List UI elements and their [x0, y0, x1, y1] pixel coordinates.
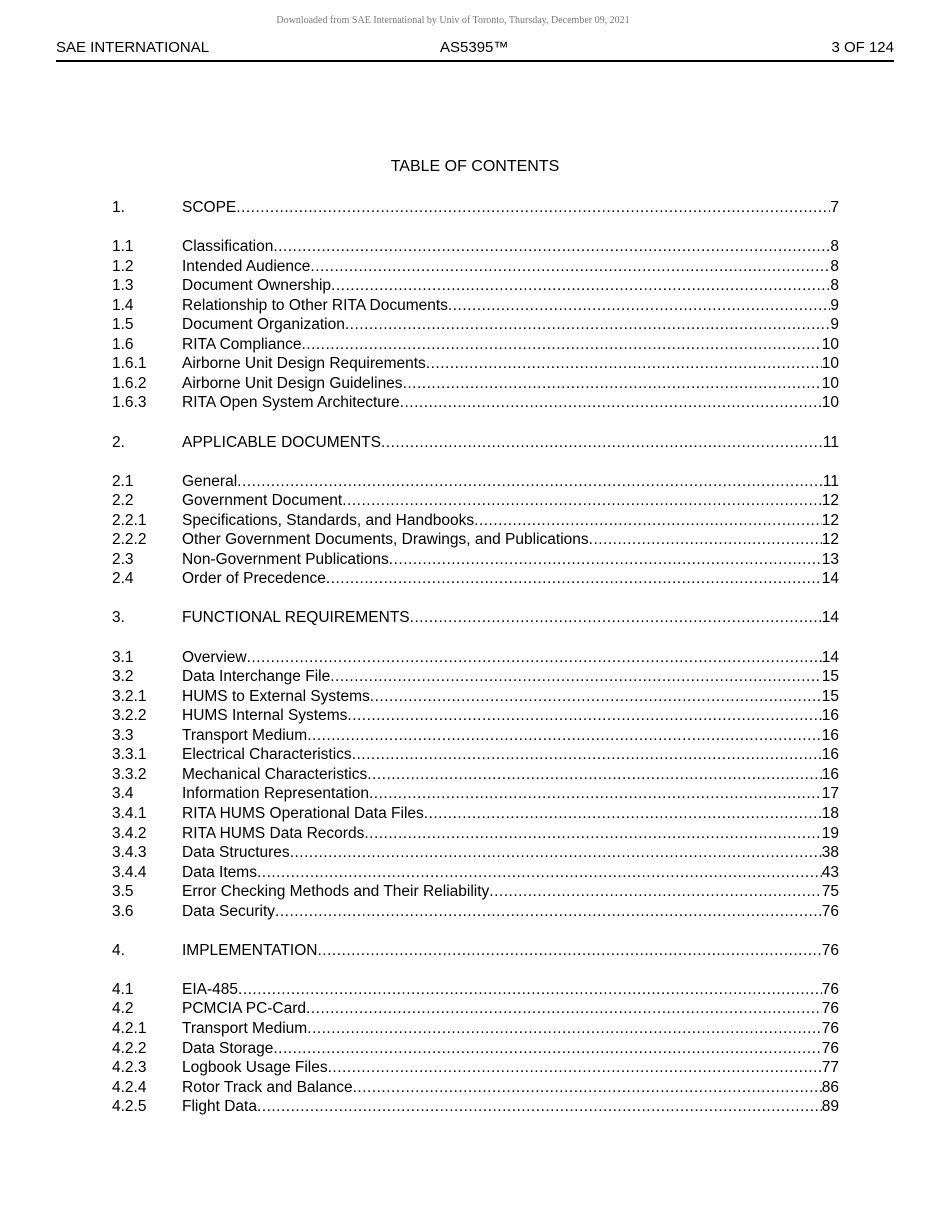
toc-entry-number: 1.1 [112, 238, 134, 256]
toc-entry[interactable] [112, 726, 839, 746]
toc-entry-title: Overview [182, 648, 247, 666]
toc-entry-line [182, 941, 839, 961]
toc-entry-line [182, 511, 839, 531]
toc-entry[interactable] [112, 687, 839, 707]
toc-entry-line [182, 472, 839, 492]
toc-entry-title: EIA-485 [182, 980, 239, 998]
toc-entry-page: 76 [821, 941, 839, 959]
toc-entry-number: 1.2 [112, 257, 134, 275]
toc-entry-number: 3. [112, 609, 125, 627]
toc-entry[interactable] [112, 824, 839, 844]
toc-entry-line [182, 824, 839, 844]
toc-entry-number: 4.2.1 [112, 1019, 147, 1037]
toc-entry-title: Data Structures [182, 844, 290, 862]
toc-leader-dots [257, 863, 822, 883]
toc-leader-dots [342, 491, 822, 511]
toc-entry-page: 13 [821, 550, 839, 568]
toc-leader-dots [307, 1019, 822, 1039]
toc-entry-line [182, 863, 839, 883]
toc-entry-title: Electrical Characteristics [182, 746, 352, 764]
toc-entry-title: Information Representation [182, 785, 369, 803]
toc-entry-title: Rotor Track and Balance [182, 1078, 353, 1096]
toc-entry-page: 7 [830, 199, 839, 216]
toc-entry-title: Flight Data [182, 1098, 257, 1116]
toc-entry-title: Other Government Documents, Drawings, and Publications [182, 531, 589, 549]
toc-entry-number: 1.4 [112, 296, 134, 314]
toc-entry-page: 16 [821, 707, 839, 725]
toc-entry[interactable] [112, 648, 839, 668]
toc-entry-page: 89 [821, 1098, 839, 1116]
toc-entry-page: 15 [821, 668, 839, 686]
toc-entry[interactable] [112, 354, 839, 374]
toc-leader-dots [474, 511, 822, 531]
toc-leader-dots [310, 257, 830, 277]
toc-entry-line [182, 296, 839, 316]
toc-entry-page: 38 [821, 844, 839, 862]
toc-entry-line [182, 530, 839, 550]
toc-entry-number: 1.6.2 [112, 374, 147, 392]
toc-entry-page: 8 [830, 257, 839, 275]
toc-entry-number: 3.2.2 [112, 707, 147, 725]
toc-entry-line [182, 687, 839, 707]
toc-leader-dots [367, 765, 822, 785]
toc-leader-dots [307, 726, 822, 746]
toc-entry-line [182, 550, 839, 570]
toc-entry-title: Classification [182, 238, 274, 256]
toc-entry[interactable] [112, 569, 839, 589]
toc-entry-page: 8 [830, 238, 839, 256]
toc-entry-page: 11 [822, 472, 839, 490]
toc-entry-page: 11 [822, 433, 839, 451]
toc-entry-line [182, 198, 839, 218]
toc-section-entry[interactable] [112, 198, 839, 218]
toc-leader-dots [448, 296, 830, 316]
toc-entry-line [182, 667, 839, 687]
toc-entry-title: Data Security [182, 902, 276, 920]
toc-entry-number: 2.3 [112, 550, 134, 568]
toc-entry-page: 16 [821, 746, 839, 764]
toc-entry[interactable] [112, 276, 839, 296]
toc-entry-number: 3.5 [112, 883, 134, 901]
toc-entry-number: 3.4.2 [112, 824, 147, 842]
toc-entry-title: Mechanical Characteristics [182, 765, 368, 783]
toc-entry-line [182, 843, 839, 863]
toc-entry-number: 2.2.1 [112, 511, 147, 529]
toc-leader-dots [290, 843, 822, 863]
toc-entry[interactable] [112, 784, 839, 804]
toc-entry-page: 8 [830, 277, 839, 295]
toc-leader-dots [301, 335, 821, 355]
toc-entry-title: RITA HUMS Operational Data Files [182, 804, 424, 822]
toc-entry-number: 4.2.4 [112, 1078, 147, 1096]
toc-leader-dots [352, 745, 822, 765]
toc-entry-number: 1. [112, 199, 125, 216]
toc-entry[interactable] [112, 491, 839, 511]
toc-entry-title: RITA Open System Architecture [182, 394, 400, 412]
toc-entry-number: 3.6 [112, 902, 134, 920]
toc-entry-line [182, 569, 839, 589]
toc-leader-dots [489, 882, 821, 902]
toc-entry-number: 4.2.2 [112, 1039, 147, 1057]
toc-entry-page: 76 [821, 1019, 839, 1037]
toc-entry-page: 86 [821, 1078, 839, 1096]
toc-entry-number: 4.2.3 [112, 1059, 147, 1077]
toc-leader-dots [424, 804, 822, 824]
toc-entry-number: 2.2 [112, 492, 134, 510]
toc-entry-line [182, 999, 839, 1019]
toc-leader-dots [306, 999, 822, 1019]
toc-entry-number: 3.2 [112, 668, 134, 686]
toc-leader-dots [400, 393, 822, 413]
toc-entry-number: 1.6.3 [112, 394, 147, 412]
toc-section-entry[interactable] [112, 433, 839, 453]
toc-entry-number: 3.3.1 [112, 746, 147, 764]
toc-entry-number: 1.6.1 [112, 355, 147, 373]
toc-entry-title: Document Organization [182, 316, 345, 334]
toc-entry-line [182, 1058, 839, 1078]
toc-entry[interactable] [112, 374, 839, 394]
toc-entry-number: 3.3 [112, 726, 134, 744]
toc-entry-page: 10 [821, 335, 839, 353]
toc-entry-title: Specifications, Standards, and Handbooks [182, 511, 475, 529]
toc-leader-dots [426, 354, 822, 374]
toc-entry-line [182, 980, 839, 1000]
toc-entry-page: 15 [821, 687, 839, 705]
toc-entry-number: 3.4.4 [112, 863, 147, 881]
toc-entry-page: 12 [821, 492, 839, 510]
toc-entry-page: 16 [821, 765, 839, 783]
toc-entry-line [182, 335, 839, 355]
toc-entry[interactable] [112, 765, 839, 785]
page-header [56, 38, 894, 62]
toc-entry-page: 75 [821, 883, 839, 901]
toc-entry-title: Order of Precedence [182, 570, 326, 588]
toc-entry-number: 3.2.1 [112, 687, 147, 705]
header-page-number: 3 OF 124 [831, 39, 894, 56]
toc-leader-dots [326, 569, 822, 589]
toc-entry-number: 4.1 [112, 980, 134, 998]
toc-entry-page: 76 [821, 980, 839, 998]
toc-leader-dots [403, 374, 822, 394]
toc-leader-dots [247, 648, 822, 668]
toc-entry-title: HUMS to External Systems [182, 687, 370, 705]
toc-entry[interactable] [112, 393, 839, 413]
toc-leader-dots [331, 276, 830, 296]
toc-entry-line [182, 784, 839, 804]
toc-entry-number: 3.1 [112, 648, 134, 666]
toc-leader-dots [275, 902, 822, 922]
toc-entry-title: Data Interchange File [182, 668, 331, 686]
toc-entry-title: SCOPE [182, 199, 237, 216]
toc-entry[interactable] [112, 472, 839, 492]
toc-entry-number: 3.4.3 [112, 844, 147, 862]
toc-entry-page: 16 [821, 726, 839, 744]
toc-entry-line [182, 608, 839, 628]
toc-entry-line [182, 1097, 839, 1117]
toc-leader-dots [257, 1097, 822, 1117]
toc-entry-number: 3.3.2 [112, 765, 147, 783]
toc-entry[interactable] [112, 1019, 839, 1039]
toc-entry-title: Error Checking Methods and Their Reliability [182, 883, 490, 901]
toc-entry-line [182, 393, 839, 413]
toc-entry-title: Logbook Usage Files [182, 1059, 328, 1077]
toc-entry-page: 10 [821, 394, 839, 412]
toc-entry-title: Government Document [182, 492, 343, 510]
toc-leader-dots [330, 667, 822, 687]
toc-entry[interactable] [112, 237, 839, 257]
toc-entry[interactable] [112, 1078, 839, 1098]
toc-entry-number: 2.4 [112, 570, 134, 588]
toc-leader-dots [237, 472, 823, 492]
toc-entry-number: 1.6 [112, 335, 134, 353]
toc-entry-title: Airborne Unit Design Guidelines [182, 374, 403, 392]
toc-leader-dots [389, 550, 822, 570]
toc-entry-line [182, 1078, 839, 1098]
toc-entry-line [182, 1019, 839, 1039]
toc-entry-line [182, 374, 839, 394]
toc-title: TABLE OF CONTENTS [390, 158, 560, 175]
toc-entry-line [182, 237, 839, 257]
toc-entry-page: 12 [821, 511, 839, 529]
toc-leader-dots [345, 315, 831, 335]
toc-leader-dots [273, 237, 830, 257]
toc-entry-page: 9 [830, 296, 839, 314]
toc-entry-line [182, 354, 839, 374]
toc-entry-title: Document Ownership [182, 277, 332, 295]
toc-entry-line [182, 1039, 839, 1059]
toc-entry-page: 9 [830, 316, 839, 334]
toc-entry[interactable] [112, 980, 839, 1000]
toc-entry-page: 18 [821, 804, 839, 822]
toc-entry[interactable] [112, 1039, 839, 1059]
toc-leader-dots [347, 706, 821, 726]
toc-entry[interactable] [112, 511, 839, 531]
toc-entry-number: 4.2 [112, 1000, 134, 1018]
toc-entry-page: 10 [821, 355, 839, 373]
header-organization: SAE INTERNATIONAL [56, 39, 210, 56]
toc-entry-title: General [182, 472, 238, 490]
toc-section-entry[interactable] [112, 941, 839, 961]
toc-entry-number: 4. [112, 941, 125, 959]
toc-entry-number: 4.2.5 [112, 1098, 147, 1116]
toc-entry-line [182, 433, 839, 453]
toc-entry[interactable] [112, 335, 839, 355]
toc-leader-dots [328, 1058, 822, 1078]
toc-leader-dots [369, 784, 822, 804]
toc-entry-title: FUNCTIONAL REQUIREMENTS [182, 609, 410, 627]
toc-entry-line [182, 276, 839, 296]
toc-leader-dots [410, 608, 822, 628]
toc-entry-title: Data Items [182, 863, 257, 881]
toc-leader-dots [381, 433, 823, 453]
download-watermark: Downloaded from SAE International by Univ of Toronto, Thursday, December 09, 2021 [276, 15, 630, 26]
toc-entry-title: RITA Compliance [182, 335, 302, 353]
toc-entry[interactable] [112, 745, 839, 765]
toc-entry[interactable] [112, 1058, 839, 1078]
toc-leader-dots [236, 198, 830, 218]
toc-entry-title: Intended Audience [182, 257, 311, 275]
toc-entry-number: 2.2.2 [112, 531, 147, 549]
toc-entry-title: Airborne Unit Design Requirements [182, 355, 426, 373]
toc-entry-title: Non-Government Publications [182, 550, 389, 568]
toc-entry-number: 3.4 [112, 785, 134, 803]
toc-leader-dots [318, 941, 822, 961]
toc-entry-line [182, 902, 839, 922]
toc-entry-title: Relationship to Other RITA Documents [182, 296, 448, 314]
toc-entry-number: 1.5 [112, 316, 134, 334]
toc-entry-title: IMPLEMENTATION [182, 941, 318, 959]
table-of-contents [112, 198, 839, 1117]
toc-entry-title: HUMS Internal Systems [182, 707, 348, 725]
toc-entry-line [182, 745, 839, 765]
toc-entry[interactable] [112, 863, 839, 883]
toc-entry-title: Transport Medium [182, 1019, 308, 1037]
toc-leader-dots [238, 980, 822, 1000]
toc-entry-number: 2. [112, 433, 125, 451]
toc-entry[interactable] [112, 882, 839, 902]
toc-entry-number: 3.4.1 [112, 804, 147, 822]
toc-entry-title: Transport Medium [182, 726, 308, 744]
toc-entry-title: Data Storage [182, 1039, 274, 1057]
toc-entry-page: 77 [821, 1059, 839, 1077]
toc-entry-page: 76 [821, 1000, 839, 1018]
toc-section-entry[interactable] [112, 608, 839, 628]
toc-leader-dots [589, 530, 822, 550]
toc-entry-line [182, 765, 839, 785]
toc-leader-dots [370, 687, 822, 707]
toc-entry-number: 1.3 [112, 277, 134, 295]
toc-entry-page: 14 [821, 648, 839, 666]
header-document-id: AS5395™ [440, 39, 509, 56]
toc-entry-number: 2.1 [112, 472, 134, 490]
toc-leader-dots [353, 1078, 822, 1098]
toc-entry-page: 76 [821, 1039, 839, 1057]
toc-entry-title: APPLICABLE DOCUMENTS [182, 433, 381, 451]
toc-entry-page: 10 [821, 374, 839, 392]
toc-entry-line [182, 882, 839, 902]
toc-entry[interactable] [112, 315, 839, 335]
toc-entry-page: 43 [821, 863, 839, 881]
toc-entry-title: PCMCIA PC-Card [182, 1000, 307, 1018]
toc-entry[interactable] [112, 530, 839, 550]
toc-entry-line [182, 648, 839, 668]
toc-entry[interactable] [112, 843, 839, 863]
toc-entry-line [182, 257, 839, 277]
toc-entry-line [182, 315, 839, 335]
toc-entry[interactable] [112, 667, 839, 687]
toc-entry-page: 14 [821, 570, 839, 588]
toc-leader-dots [273, 1039, 821, 1059]
toc-entry[interactable] [112, 706, 839, 726]
toc-entry[interactable] [112, 550, 839, 570]
toc-entry[interactable] [112, 804, 839, 824]
toc-entry-page: 14 [821, 609, 839, 627]
toc-entry-line [182, 726, 839, 746]
toc-entry[interactable] [112, 296, 839, 316]
toc-entry-page: 76 [821, 902, 839, 920]
toc-entry-page: 19 [821, 824, 839, 842]
toc-entry-page: 17 [821, 785, 839, 803]
toc-entry-line [182, 706, 839, 726]
toc-entry-page: 12 [821, 531, 839, 549]
toc-entry-line [182, 804, 839, 824]
toc-leader-dots [364, 824, 821, 844]
toc-entry[interactable] [112, 1097, 839, 1117]
toc-entry[interactable] [112, 999, 839, 1019]
toc-entry[interactable] [112, 902, 839, 922]
toc-entry[interactable] [112, 257, 839, 277]
toc-entry-title: RITA HUMS Data Records [182, 824, 365, 842]
toc-entry-line [182, 491, 839, 511]
